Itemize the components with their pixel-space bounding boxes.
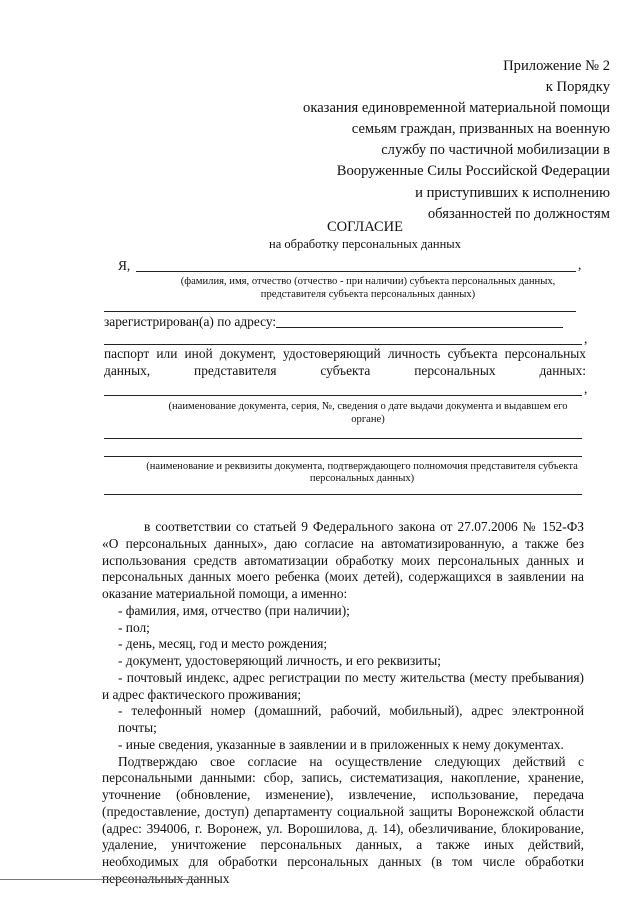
passport-line-1 xyxy=(104,345,586,362)
caption-rep-1: (наименование и реквизиты документа, подтверждающего полномочия представителя субъекта xyxy=(146,461,578,472)
word: удостоверяющий xyxy=(283,346,381,361)
list-item: - документ, удостоверяющий личность, и его реквизиты; xyxy=(118,653,442,668)
consent-body xyxy=(102,519,584,888)
word: субъекта xyxy=(320,363,371,378)
intro-paragraph: в соответствии со статьей 9 Федерального закона от 27.07.2006 № 152-ФЗ «О персональных данных», даю согласие на автоматизированную, а также без использования средств автоматизации обработку моих персональных данных и персональных данных моего ребенка (моих детей), содержащихся в заявлении на оказание материальной помощи, а именно: xyxy=(102,519,584,601)
appendix-line: оказания единовременной материальной помощи xyxy=(303,100,610,117)
list-item: - телефонный номер (домашний, рабочий, мобильный), адрес электронной почты; xyxy=(118,703,584,735)
appendix-line: Вооруженные Силы Российской Федерации xyxy=(336,163,610,180)
word: иной xyxy=(184,346,213,361)
confirm-paragraph: Подтверждаю свое согласие на осуществление следующих действий с персональными данными: сбор, запись, систематизация, накопление, хранение, уточнение (обновление, изменение), извлечение, использование, передача (предоставление, доступ) департаменту социальной защиты Воронежской области (адрес: 394006, г. Воронеж, ул. Ворошилова, д. 14), обезличивание, блокирование, удаление, уничтожение персональных данных, а также иных действий, необходимых для обработки персональных данных (в том числе обработки персональных данных xyxy=(102,753,584,886)
appendix-line: Приложение № 2 xyxy=(503,58,610,74)
appendix-header xyxy=(250,56,610,225)
document-blank-2[interactable] xyxy=(104,438,582,439)
appendix-line: к Порядку xyxy=(545,79,610,96)
list-item: - день, месяц, год и место рождения; xyxy=(118,636,328,652)
passport-line-2 xyxy=(104,362,586,379)
list-item: - пол; xyxy=(118,619,150,635)
word: субъекта xyxy=(447,346,498,361)
word: или xyxy=(156,346,178,361)
document-heading xyxy=(0,218,640,252)
ya-label: Я, xyxy=(118,258,131,273)
word: персональных xyxy=(504,346,586,361)
document-blank[interactable] xyxy=(104,395,582,396)
word: представителя xyxy=(194,363,277,378)
list-item: - иные сведения, указанные в заявлении и в приложенных к нему документах. xyxy=(118,736,564,752)
appendix-line: службу по частичной мобилизации в xyxy=(381,142,610,159)
caption-doc-1: (наименование документа, серия, №, сведения о дате выдачи документа и выдавшем его xyxy=(168,401,568,412)
footnote-separator xyxy=(0,879,200,880)
appendix-line: обязанностей по должностям xyxy=(427,205,610,222)
word: данных, xyxy=(104,363,151,378)
comma: , xyxy=(578,257,582,272)
comma: , xyxy=(584,381,588,396)
fio-blank-2[interactable] xyxy=(104,311,576,312)
comma: , xyxy=(584,331,588,346)
fio-blank[interactable] xyxy=(136,271,576,272)
registered-label: зарегистрирован(а) по адресу: xyxy=(104,314,277,329)
address-blank[interactable] xyxy=(276,327,563,328)
appendix-line: семьям граждан, призванных на военную xyxy=(351,121,610,138)
caption-fio-2: представителя субъекта персональных данных) xyxy=(260,289,476,300)
word: паспорт xyxy=(104,346,150,361)
word: документ, xyxy=(219,346,276,361)
document-subtitle: на обработку персональных данных xyxy=(269,237,461,251)
list-item: - почтовый индекс, адрес регистрации по месту жительства (месту пребывания) и адрес фактического проживания; xyxy=(102,669,584,702)
representative-blank-2[interactable] xyxy=(104,494,582,495)
word: личность xyxy=(387,346,441,361)
caption-rep-2: персональных данных) xyxy=(309,473,415,484)
appendix-line: и приступивших к исполнению xyxy=(415,184,610,201)
representative-blank[interactable] xyxy=(104,456,582,457)
caption-fio-1: (фамилия, имя, отчество (отчество - при наличии) субъекта персональных данных, xyxy=(180,276,556,287)
list-item: - фамилия, имя, отчество (при наличии); xyxy=(118,602,350,618)
word: данных: xyxy=(539,363,586,378)
caption-doc-2: органе) xyxy=(351,414,385,425)
document-title: СОГЛАСИЕ xyxy=(326,219,404,235)
word: персональных xyxy=(414,363,496,378)
